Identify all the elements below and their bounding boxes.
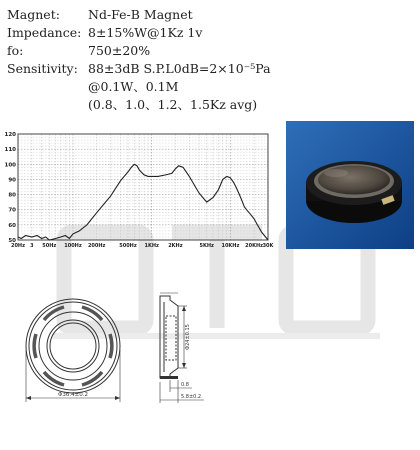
x-tick-label: 100Hz [64, 243, 82, 249]
spec-row-impedance [7, 24, 271, 42]
x-tick-label: 10KHz [221, 243, 240, 249]
y-axis-ticks [5, 132, 17, 244]
x-tick-label: 500Hz [119, 243, 137, 249]
spec-value: 750±20% [88, 43, 151, 58]
spec-row-sensitivity [7, 60, 271, 78]
side-diameter-label: Φ24±0.15 [185, 324, 191, 350]
spec-label: fo: [7, 43, 24, 58]
x-tick-label: 20Hz [10, 243, 26, 249]
y-tick-label: 50 [8, 238, 16, 244]
chart-grid [18, 134, 268, 240]
response-curve [18, 164, 268, 240]
spec-label: Magnet: [7, 7, 60, 22]
side-small-dim-label: 0.8 [181, 382, 189, 388]
spec-label: Impedance: [7, 25, 82, 40]
x-tick-label: 20KHz [245, 243, 264, 249]
x-tick-label: 200Hz [87, 243, 106, 249]
x-tick-label: 2KHz [168, 243, 183, 249]
x-tick-label: 50Hz [42, 243, 57, 249]
side-height-label: 5.8±0.2 [181, 394, 202, 400]
x-tick-label: 30K [262, 243, 274, 249]
frequency-response-chart [4, 128, 276, 256]
sensitivity-frequencies: (0.8、1.0、1.2、1.5Kz avg) [88, 97, 258, 112]
front-diameter-label: Φ36.4±0.2 [58, 392, 88, 398]
spec-block [7, 6, 271, 114]
spec-value: 8±15%W@1Kz 1v [88, 25, 203, 40]
spec-value: 88±3dB S.P.L0dB=2×10⁻⁵Pa [88, 61, 271, 76]
spec-value: Nd-Fe-B Magnet [88, 7, 193, 22]
spec-row-fo [7, 42, 271, 60]
product-photo [286, 121, 414, 249]
sensitivity-condition: @0.1W、0.1M [88, 79, 179, 94]
x-tick-label: 5KHz [199, 243, 214, 249]
y-tick-label: 100 [4, 162, 16, 169]
y-tick-label: 80 [8, 192, 16, 199]
y-tick-label: 120 [4, 132, 16, 138]
side-view-drawing [140, 288, 215, 413]
spec-row-magnet [7, 6, 271, 24]
x-tick-label: 3 [30, 243, 34, 249]
y-tick-label: 70 [8, 207, 16, 214]
x-tick-label: 1KHz [144, 243, 159, 249]
y-tick-label: 90 [8, 177, 16, 184]
spec-label: Sensitivity: [7, 61, 78, 76]
y-tick-label: 110 [4, 147, 16, 154]
front-view-drawing [20, 290, 130, 415]
y-tick-label: 60 [8, 222, 16, 229]
x-axis-ticks [11, 243, 275, 249]
